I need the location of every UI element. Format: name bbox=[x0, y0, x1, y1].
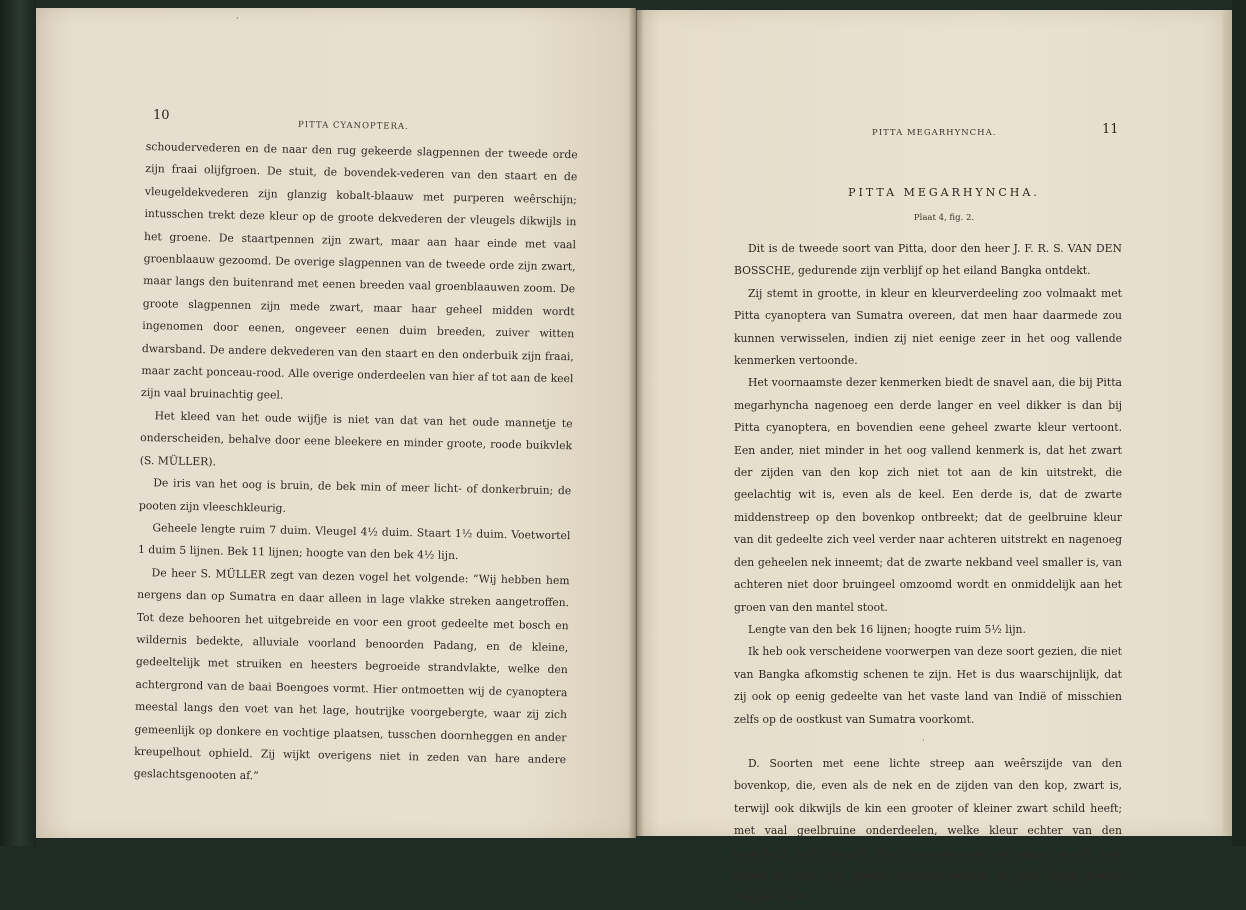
paragraph: Het kleed van het oude wijfje is niet van dat van het oude mannetje te onderscheiden, behalve door eene bleekere en minder groote, roode buikvlek (S. MÜLLER). bbox=[139, 409, 573, 469]
section-title: PITTA MEGARHYNCHA. bbox=[848, 186, 1040, 199]
left-page bbox=[36, 8, 636, 838]
paragraph: De heer S. MÜLLER zegt van dezen vogel het volgende: “Wij hebben hem nergens dan op Sumatra en daar alleen in lage vlakke streken aangetroffen. Tot deze behooren het uitgebreide en voor een groot gedeelte met bosch en wildernis bedekte, alluviale voorland benoorden Padang, en de kleine, gedeeltelijk met struiken en heesters begroeide strandvlakte, welke den achtergrond van de baai Boengoes vormt. Hier ontmoetten wij de cyanoptera meestal langs den voet van het lage, houtrijke voorgebergte, waar zij zich gemeenlijk op donkere en vochtige plaatsen, tusschen doornheggen en ander kreupelhout ophield. Zij wijkt overigens niet in zeden van hare andere geslachtsgenooten af.” bbox=[133, 565, 570, 783]
paragraph: Dit is de tweede soort van Pitta, door den heer J. F. R. S. VAN DEN BOSSCHE, gedurende zijn verblijf op het eiland Bangka ontdekt. bbox=[734, 242, 1122, 278]
right-page-number: 11 bbox=[1102, 122, 1119, 137]
section-spacer bbox=[734, 731, 1122, 753]
right-body-text bbox=[734, 238, 1122, 910]
left-body-text bbox=[134, 136, 578, 794]
paragraph: Geheele lengte ruim 7 duim. Vleugel 4½ duim. Staart 1½ duim. Voetwortel 1 duim 5 lijnen. Bek 11 lijnen; hoogte van den bek 4½ lijn. bbox=[137, 521, 571, 563]
right-running-head: PITTA MEGARHYNCHA. bbox=[872, 128, 997, 138]
page-edges bbox=[1222, 10, 1232, 836]
speck-mark: · bbox=[236, 14, 239, 23]
left-page-number: 10 bbox=[153, 108, 170, 123]
left-running-head: PITTA CYANOPTERA. bbox=[297, 120, 409, 132]
right-binding-edge bbox=[1232, 0, 1246, 846]
paragraph: De iris van het oog is bruin, de bek min of meer licht- of donkerbruin; de pooten zijn vleeschkleurig. bbox=[138, 476, 572, 515]
paragraph: Lengte van den bek 16 lijnen; hoogte ruim 5½ lijn. bbox=[748, 622, 1026, 636]
speck-mark: · bbox=[922, 736, 925, 745]
paragraph: schoudervederen en de naar den rug gekeerde slagpennen der tweede orde zijn fraai olijfgroen. De stuit, de bovendek-vederen van den staart en de vleugeldekvederen zijn glanzig kobalt-blaauw met purperen weêrschijn; intusschen trekt deze kleur op de groote dekvederen der vleugels dikwijls in het groene. De staartpennen zijn zwart, maar aan haar einde met vaal groenblaauw gezoomd. De overige slagpennen van de tweede orde zijn zwart, maar langs den buitenrand met eenen breeden vaal groenblaauwen zoom. De groote slagpennen zijn mede zwart, maar haar geheel midden wordt ingenomen door eenen, ongeveer eenen duim breeden, zuiver witten dwarsband. De andere dekvederen van den staart en den onderbuik zijn fraai, maar zacht ponceau-rood. Alle overige onderdeelen van hier af tot aan de keel zijn vaal bruinachtig geel. bbox=[140, 139, 578, 403]
paragraph: Ik heb ook verscheidene voorwerpen van deze soort gezien, die niet van Bangka afkomstig schenen te zijn. Het is dus waarschijnlijk, dat zij ook op eenig gedeelte van het vaste land van Indië of misschien zelfs op de oostkust van Sumatra voorkomt. bbox=[734, 645, 1122, 726]
section-d-paragraph: D. Soorten met eene lichte streep aan weêrszijde van den bovenkop, die, even als de nek en de zijden van den kop, zwart is, terwijl ook dikwijls de kin een grooter of kleiner zwart schild heeft; met vaal geelbruine onderdeelen, welke kleur echter van den onderbuik achterwaarts door ponceau-rood vervangen wordt; met eenen groenen rug, groene schoudervederen en gedeeltelijk groene vleugels; met bbox=[734, 756, 1122, 905]
left-binding-edge bbox=[0, 0, 36, 846]
right-page bbox=[636, 10, 1222, 905]
book-gutter bbox=[628, 8, 644, 838]
plate-reference: Plaat 4, fig. 2. bbox=[913, 213, 975, 223]
paragraph: Zij stemt in grootte, in kleur en kleurverdeeling zoo volmaakt met Pitta cyanoptera van Sumatra overeen, dat men haar daarmede zou kunnen verwisselen, indien zij niet eenige zeer in het oog vallende kenmerken vertoonde. bbox=[734, 286, 1122, 368]
paragraph: Het voornaamste dezer kenmerken biedt de snavel aan, die bij Pitta megarhyncha nagenoeg een derde langer en veel dikker is dan bij Pitta cyanoptera, en bovendien eene geheel zwarte kleur vertoont. Een ander, niet minder in het oog vallend kenmerk is, dat het zwart der zijden van den kop zich niet tot aan de kin uitstrekt, die geelachtig wit is, even als de keel. Een derde is, dat de zwarte middenstreep op den bovenkop ontbreekt; dat de geelbruine kleur van dit gedeelte zich veel verder naar achteren uitstrekt en nagenoeg den geheelen nek inneemt; dat de zwarte nekband veel smaller is, van achteren niet door bruingeel omzoomd wordt en onmiddelijk aan het groen van den mantel stoot. bbox=[734, 376, 1122, 614]
